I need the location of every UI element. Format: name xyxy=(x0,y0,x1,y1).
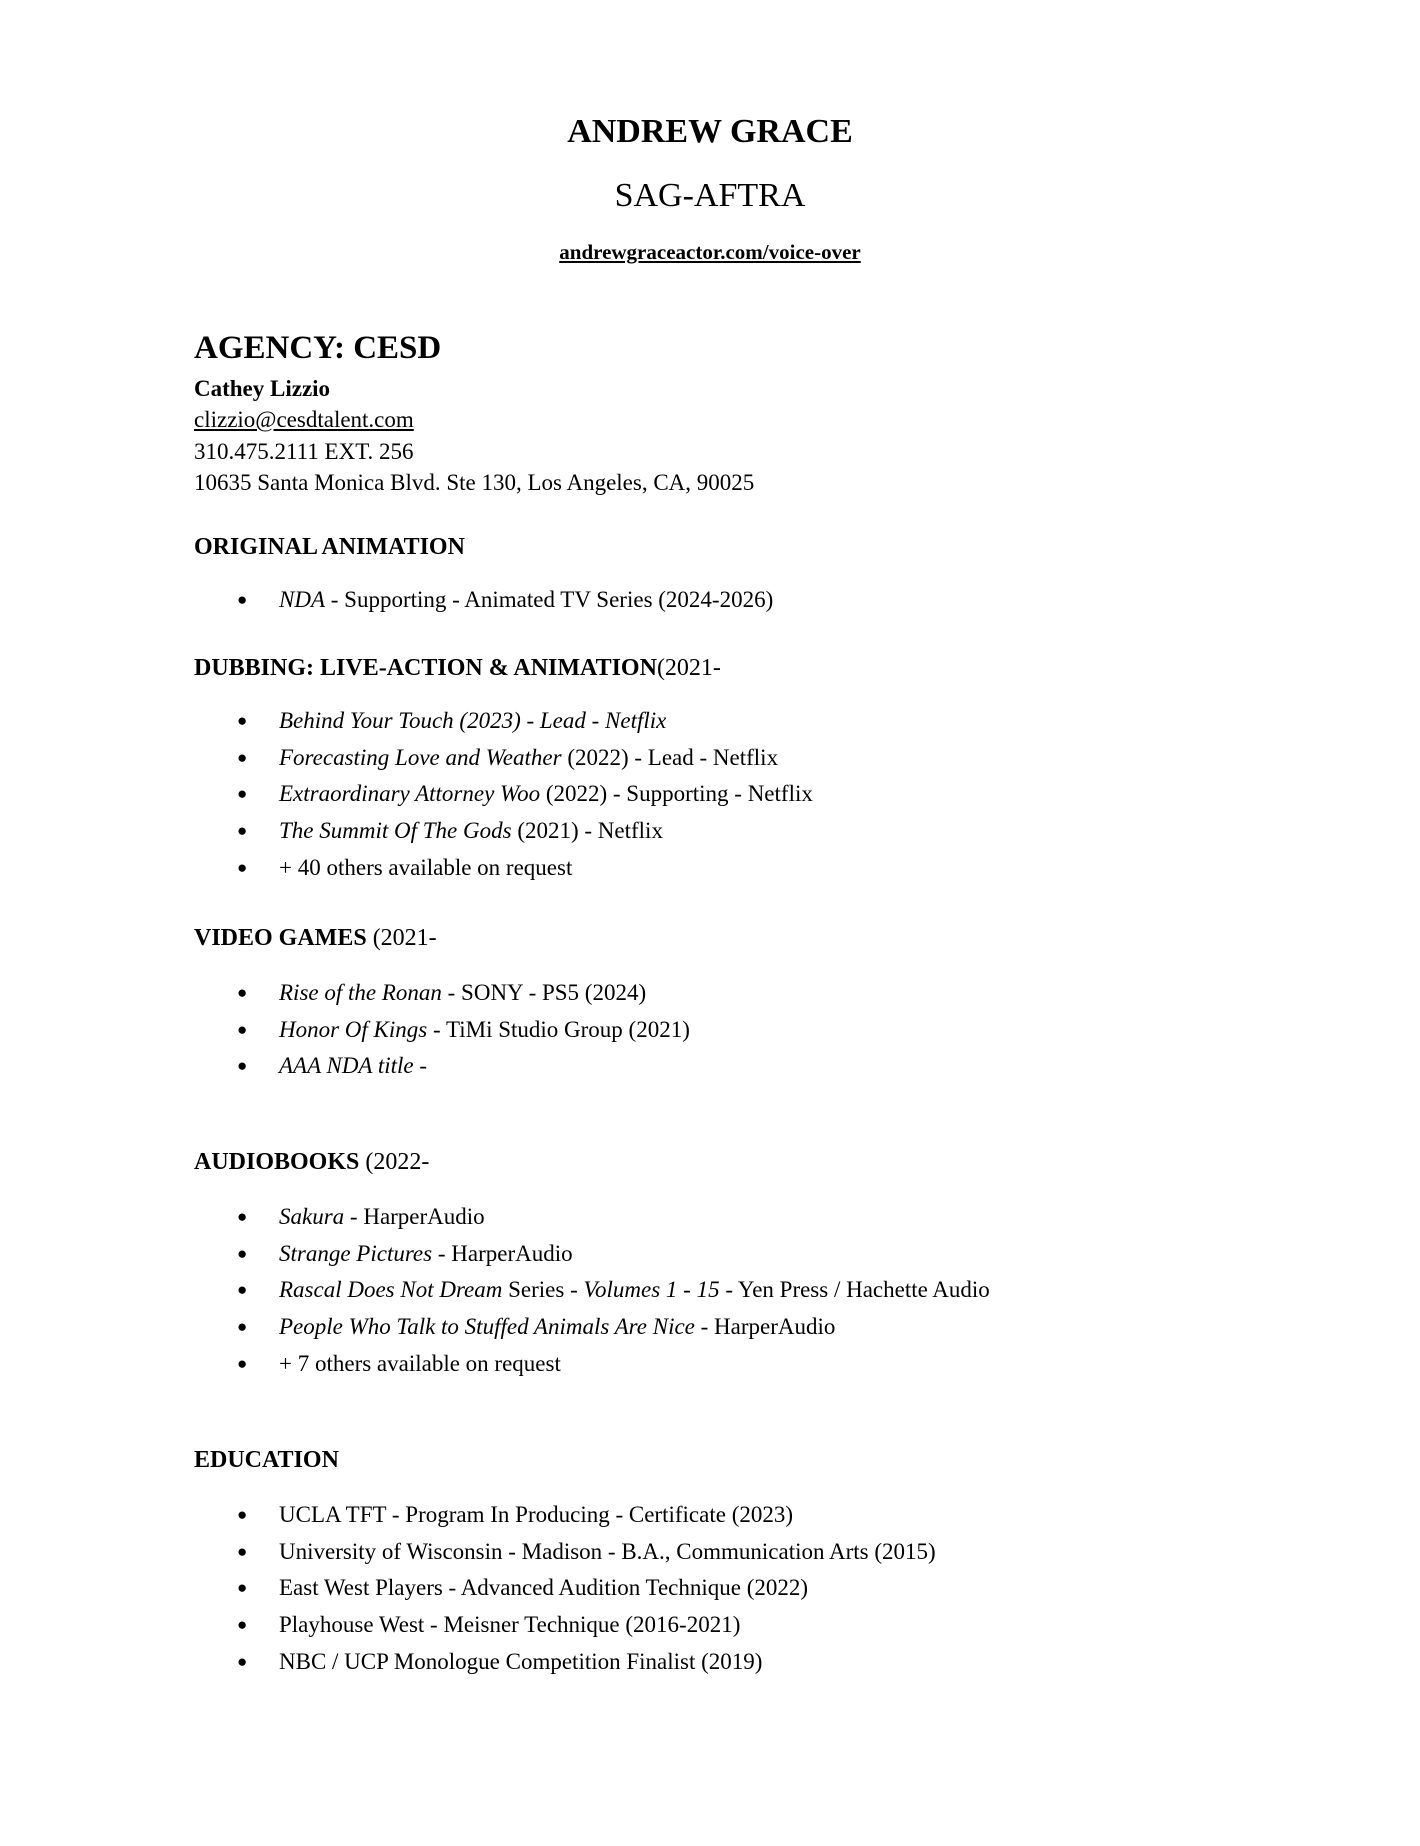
bullet-icon: ● xyxy=(237,1317,248,1337)
list-item xyxy=(194,1272,990,1309)
education-entry: NBC / UCP Monologue Competition Finalist (2019) xyxy=(279,1648,763,1674)
section-heading-education: EDUCATION xyxy=(194,1447,339,1473)
bullet-icon: ● xyxy=(237,983,248,1002)
bullet-icon: ● xyxy=(237,1353,248,1373)
list-item xyxy=(194,776,813,813)
work-title: The Summit Of The Gods xyxy=(279,818,512,844)
work-title: Forecasting Love and Weather xyxy=(279,744,562,770)
bullet-icon: ● xyxy=(237,1056,248,1076)
bullet-icon: ● xyxy=(237,590,248,609)
list-item xyxy=(194,1199,990,1236)
work-publisher: - Yen Press / Hachette Audio xyxy=(719,1277,990,1303)
bullet-icon: ● xyxy=(237,1207,248,1226)
education-entry: East West Players - Advanced Audition Technique (2022) xyxy=(279,1575,809,1601)
bullet-icon: ● xyxy=(237,1243,248,1263)
work-title: People Who Talk to Stuffed Animals Are Nice xyxy=(279,1314,695,1340)
work-details: - SONY - PS5 (2024) xyxy=(441,980,647,1005)
list-item xyxy=(194,1497,936,1534)
list-item xyxy=(194,1607,936,1644)
work-details: + 40 others available on request xyxy=(279,854,573,880)
list-item xyxy=(194,1534,936,1571)
work-title: Extraordinary Attorney Woo xyxy=(279,781,541,807)
bullet-icon: ● xyxy=(237,1019,248,1039)
education-entry: Playhouse West - Meisner Technique (2016-2021) xyxy=(279,1612,741,1638)
work-title: NDA xyxy=(279,587,325,612)
section-heading-original-animation: ORIGINAL ANIMATION xyxy=(194,534,465,560)
bullet-icon: ● xyxy=(237,747,248,767)
work-title: AAA NDA title - xyxy=(279,1053,427,1079)
work-title: Honor Of Kings xyxy=(279,1016,428,1042)
education-entry: University of Wisconsin - Madison - B.A., Communication Arts (2015) xyxy=(279,1538,936,1564)
work-title: Rise of the Ronan xyxy=(279,980,442,1005)
audiobooks-heading-years: (2022- xyxy=(359,1149,430,1175)
video-games-list xyxy=(194,975,690,1085)
agent-name: Cathey Lizzio xyxy=(194,376,331,401)
work-details: - TiMi Studio Group (2021) xyxy=(427,1016,690,1042)
section-heading-audiobooks xyxy=(194,1146,429,1178)
work-volumes: Volumes 1 - 15 xyxy=(583,1277,720,1303)
work-details: - HarperAudio xyxy=(694,1314,836,1340)
bullet-icon: ● xyxy=(237,1651,248,1671)
dubbing-heading-years: (2021- xyxy=(656,655,721,681)
work-title: Sakura xyxy=(279,1204,345,1229)
list-item xyxy=(194,703,813,740)
list-item xyxy=(194,1309,990,1346)
work-title: Rascal Does Not Dream xyxy=(279,1277,503,1303)
website-link-line xyxy=(0,238,1420,266)
work-details: - Supporting - Animated TV Series (2024-2026) xyxy=(325,587,774,612)
list-item xyxy=(194,1012,690,1049)
original-animation-list xyxy=(194,582,773,619)
list-item xyxy=(194,1236,990,1273)
actor-name: ANDREW GRACE xyxy=(567,113,853,150)
list-item xyxy=(194,740,813,777)
bullet-icon: ● xyxy=(237,857,248,877)
agent-phone: 310.475.2111 EXT. 256 xyxy=(194,439,414,464)
work-details: (2022) - Lead - Netflix xyxy=(561,744,779,770)
video-games-heading-text: VIDEO GAMES xyxy=(194,925,367,951)
list-item xyxy=(194,582,773,619)
dubbing-list xyxy=(194,703,813,887)
audiobooks-heading-text: AUDIOBOOKS xyxy=(194,1149,360,1175)
work-title: Strange Pictures xyxy=(279,1240,433,1266)
video-games-heading-years: (2021- xyxy=(366,925,437,951)
dubbing-heading-text: DUBBING: LIVE-ACTION & ANIMATION xyxy=(194,655,657,681)
list-item xyxy=(194,1048,690,1085)
list-item xyxy=(194,1570,936,1607)
website-link[interactable]: andrewgraceactor.com/voice-over xyxy=(559,240,861,264)
work-details: Series - xyxy=(502,1277,584,1303)
audiobooks-list xyxy=(194,1199,990,1383)
agent-address: 10635 Santa Monica Blvd. Ste 130, Los Angeles, CA, 90025 xyxy=(194,470,755,495)
bullet-icon: ● xyxy=(237,1541,248,1561)
bullet-icon: ● xyxy=(237,821,248,841)
bullet-icon: ● xyxy=(237,1505,248,1524)
agency-title: AGENCY: CESD xyxy=(194,330,442,366)
section-heading-dubbing xyxy=(194,652,721,684)
list-item xyxy=(194,850,813,887)
section-heading-video-games xyxy=(194,922,437,954)
union-affiliation: SAG-AFTRA xyxy=(614,177,806,214)
agent-email-link[interactable]: clizzio@cesdtalent.com xyxy=(194,407,414,432)
list-item xyxy=(194,1644,936,1681)
bullet-icon: ● xyxy=(237,784,248,804)
list-item xyxy=(194,975,690,1012)
bullet-icon: ● xyxy=(237,1280,248,1300)
list-item xyxy=(194,1346,990,1383)
work-details: - HarperAudio xyxy=(344,1204,485,1229)
work-details: - HarperAudio xyxy=(432,1240,573,1266)
list-item xyxy=(194,813,813,850)
bullet-icon: ● xyxy=(237,1615,248,1635)
bullet-icon: ● xyxy=(237,1578,248,1598)
education-list xyxy=(194,1497,936,1681)
education-entry: UCLA TFT - Program In Producing - Certificate (2023) xyxy=(279,1502,794,1527)
work-details: + 7 others available on request xyxy=(279,1350,561,1376)
work-details: (2021) - Netflix xyxy=(511,818,663,844)
work-details: (2022) - Supporting - Netflix xyxy=(540,781,813,807)
bullet-icon: ● xyxy=(237,711,248,730)
work-title: Behind Your Touch (2023) - Lead - Netflix xyxy=(279,708,667,733)
